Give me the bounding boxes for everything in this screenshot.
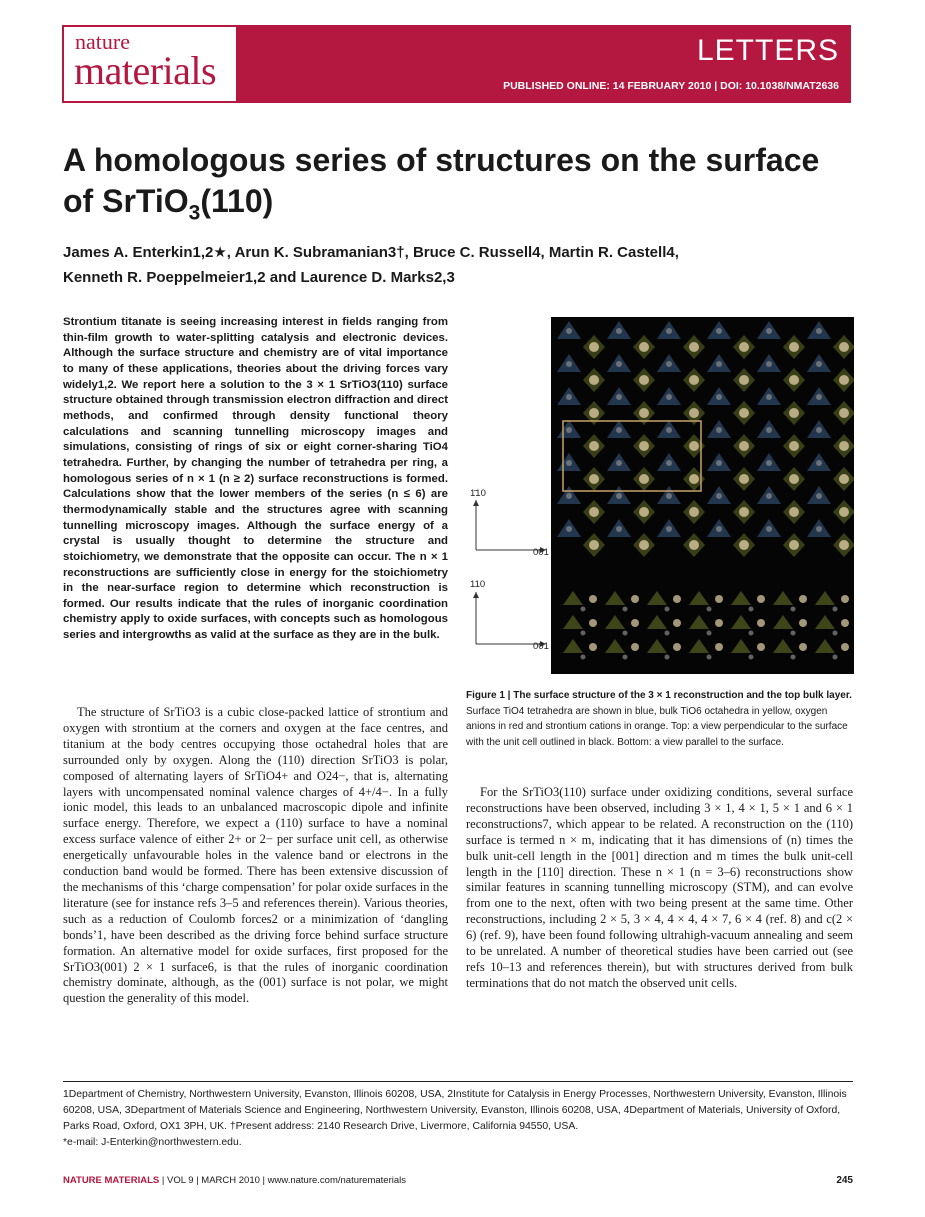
title-subscript: 3 [188, 201, 201, 225]
logo-materials-text: materials [74, 48, 217, 93]
strontium-atom [839, 474, 849, 484]
strontium-atom [789, 507, 799, 517]
side-strontium-atom [631, 643, 639, 651]
oxygen-atom [616, 493, 622, 499]
strontium-atom [639, 441, 649, 451]
oxygen-atom [816, 427, 822, 433]
oxygen-atom [766, 394, 772, 400]
side-oxygen-atom [791, 631, 796, 636]
author-line-1: James A. Enterkin1,2★, Arun K. Subramanian3†, Bruce C. Russell4, Martin R. Castell4, [63, 244, 679, 261]
side-strontium-atom [841, 595, 849, 603]
caption-body: Surface TiO4 tetrahedra are shown in blue, bulk TiO6 octahedra in yellow, oxygen anions in red and strontium cations in orange. Top: a view perpendicular to the surface with the unit cell outlined in black. Bottom: a view parallel to the surface. [466, 705, 848, 748]
side-oxygen-atom [791, 607, 796, 612]
side-polyhedron [815, 615, 835, 629]
page-number: 245 [836, 1175, 853, 1186]
strontium-atom [639, 540, 649, 550]
oxygen-atom [566, 526, 572, 532]
strontium-atom [589, 441, 599, 451]
side-polyhedron [689, 615, 709, 629]
side-polyhedron [689, 591, 709, 605]
side-polyhedron [605, 591, 625, 605]
side-polyhedron [773, 591, 793, 605]
author-list [63, 240, 853, 290]
oxygen-atom [766, 361, 772, 367]
figure-structure-image [551, 317, 854, 674]
figure-caption [466, 688, 854, 750]
side-oxygen-atom [707, 607, 712, 612]
side-strontium-atom [757, 595, 765, 603]
title-main: A homologous series of structures on the surface of SrTiO [63, 142, 820, 219]
strontium-atom [589, 408, 599, 418]
oxygen-atom [566, 493, 572, 499]
oxygen-atom [666, 427, 672, 433]
top-view-lattice [557, 321, 854, 557]
strontium-atom [689, 540, 699, 550]
title-end: (110) [200, 183, 274, 219]
footer-details: | VOL 9 | MARCH 2010 | www.nature.com/naturematerials [159, 1175, 406, 1186]
oxygen-atom [716, 460, 722, 466]
side-oxygen-atom [833, 607, 838, 612]
oxygen-atom [616, 394, 622, 400]
oxygen-atom [616, 526, 622, 532]
oxygen-atom [816, 526, 822, 532]
side-polyhedron [773, 615, 793, 629]
side-polyhedron [605, 615, 625, 629]
oxygen-atom [716, 493, 722, 499]
unit-cell-outline [563, 421, 701, 491]
oxygen-atom [816, 361, 822, 367]
strontium-atom [589, 507, 599, 517]
strontium-atom [739, 375, 749, 385]
side-polyhedron [731, 639, 751, 653]
oxygen-atom [766, 493, 772, 499]
author-line-2: Kenneth R. Poeppelmeier1,2 and Laurence D. Marks2,3 [63, 269, 455, 286]
side-strontium-atom [841, 643, 849, 651]
oxygen-atom [716, 427, 722, 433]
oxygen-atom [766, 427, 772, 433]
strontium-atom [789, 342, 799, 352]
side-polyhedron [815, 591, 835, 605]
strontium-atom [639, 342, 649, 352]
oxygen-atom [666, 460, 672, 466]
side-polyhedron [563, 591, 583, 605]
header-banner [238, 25, 851, 103]
journal-logo [62, 25, 238, 103]
side-strontium-atom [715, 643, 723, 651]
oxygen-atom [816, 328, 822, 334]
oxygen-atom [666, 328, 672, 334]
side-oxygen-atom [665, 655, 670, 660]
side-polyhedron [815, 639, 835, 653]
side-oxygen-atom [665, 631, 670, 636]
oxygen-atom [716, 328, 722, 334]
strontium-atom [639, 408, 649, 418]
oxygen-atom [616, 460, 622, 466]
axis-label-top-horizontal: 001 [533, 547, 549, 558]
side-oxygen-atom [833, 631, 838, 636]
strontium-atom [639, 507, 649, 517]
strontium-atom [589, 474, 599, 484]
section-label: LETTERS [696, 34, 839, 67]
side-oxygen-atom [581, 631, 586, 636]
strontium-atom [789, 375, 799, 385]
side-strontium-atom [841, 619, 849, 627]
oxygen-atom [616, 361, 622, 367]
publication-info: PUBLISHED ONLINE: 14 FEBRUARY 2010 | DOI: 10.1038/NMAT2636 [503, 80, 839, 92]
side-oxygen-atom [791, 655, 796, 660]
page-footer [63, 1175, 853, 1186]
oxygen-atom [566, 328, 572, 334]
strontium-atom [589, 342, 599, 352]
oxygen-atom [566, 427, 572, 433]
side-polyhedron [689, 639, 709, 653]
side-oxygen-atom [665, 607, 670, 612]
oxygen-atom [716, 394, 722, 400]
logo-nature-text: nature [75, 29, 130, 54]
side-strontium-atom [673, 619, 681, 627]
side-strontium-atom [715, 595, 723, 603]
side-strontium-atom [631, 595, 639, 603]
axis-label-top-vertical: 1̄10 [470, 488, 486, 499]
strontium-atom [689, 375, 699, 385]
corresponding-email: *e-mail: J-Enterkin@northwestern.edu. [63, 1137, 242, 1148]
side-view-lattice [563, 591, 849, 660]
side-oxygen-atom [707, 631, 712, 636]
strontium-atom [789, 474, 799, 484]
side-polyhedron [563, 615, 583, 629]
side-strontium-atom [589, 595, 597, 603]
oxygen-atom [816, 394, 822, 400]
strontium-atom [839, 375, 849, 385]
strontium-atom [739, 441, 749, 451]
strontium-atom [639, 375, 649, 385]
strontium-atom [689, 507, 699, 517]
side-polyhedron [647, 615, 667, 629]
oxygen-atom [716, 361, 722, 367]
side-polyhedron [647, 591, 667, 605]
strontium-atom [789, 540, 799, 550]
strontium-atom [789, 408, 799, 418]
oxygen-atom [716, 526, 722, 532]
side-oxygen-atom [581, 655, 586, 660]
strontium-atom [589, 540, 599, 550]
side-strontium-atom [799, 595, 807, 603]
strontium-atom [739, 342, 749, 352]
side-strontium-atom [673, 643, 681, 651]
oxygen-atom [816, 493, 822, 499]
oxygen-atom [566, 394, 572, 400]
strontium-atom [839, 507, 849, 517]
side-strontium-atom [799, 619, 807, 627]
oxygen-atom [666, 361, 672, 367]
side-strontium-atom [589, 643, 597, 651]
affiliations: 1Department of Chemistry, Northwestern University, Evanston, Illinois 60208, USA, 2Institute for Catalysis in Energy Processes, Northwestern University, Evanston, Illinois 60208, USA, 3Department of Materials Science and Engineering, Northwestern University, Evanston, Illinois 60208, USA, 4Department of Materials, University of Oxford, Parks Road, Oxford, OX1 3PH, UK. †Present address: 2140 Research Drive, Livermore, California 94550, USA. [63, 1089, 847, 1132]
side-oxygen-atom [581, 607, 586, 612]
strontium-atom [839, 441, 849, 451]
side-polyhedron [647, 639, 667, 653]
side-oxygen-atom [623, 631, 628, 636]
strontium-atom [689, 474, 699, 484]
strontium-atom [689, 342, 699, 352]
strontium-atom [839, 408, 849, 418]
side-oxygen-atom [833, 655, 838, 660]
axis-label-bottom-vertical: 110 [470, 579, 486, 590]
strontium-atom [789, 441, 799, 451]
strontium-atom [739, 408, 749, 418]
strontium-atom [589, 375, 599, 385]
oxygen-atom [666, 526, 672, 532]
side-oxygen-atom [707, 655, 712, 660]
body-text-right: For the SrTiO3(110) surface under oxidizing conditions, several surface reconstructions have been observed, including 3 × 1, 4 × 1, 5 × 1 and 6 × 1 reconstructions7, which appear to be related. A reconstruction on the (110) surface is termed n × m, indicating that it has dimensions of (n) times the bulk unit-cell length in the [001] direction and m times the bulk unit-cell length in the [110] direction. These n × 1 (n = 3–6) reconstructions show similar features in scanning tunnelling microscopy (STM), and can evolve from one to the next, often with two being present at the same time. Other reconstructions, including 2 × 5, 3 × 4, 4 × 4, 4 × 7, 6 × 4 (ref. 8) and c(2 × 6) (ref. 9), have been found following ultrahigh-vacuum annealing and seem to be unrelated. A number of theoretical studies have been carried out (see refs 10–13 and references therein), but with structures derived from bulk terminations that do not match the observed unit cells. [466, 785, 853, 990]
strontium-atom [739, 474, 749, 484]
oxygen-atom [666, 394, 672, 400]
oxygen-atom [616, 328, 622, 334]
axis-label-bottom-horizontal: 001 [533, 641, 549, 652]
side-strontium-atom [631, 619, 639, 627]
strontium-atom [839, 540, 849, 550]
side-strontium-atom [757, 619, 765, 627]
side-polyhedron [731, 591, 751, 605]
oxygen-atom [566, 361, 572, 367]
abstract: Strontium titanate is seeing increasing interest in fields ranging from thin-film growth to water-splitting catalysis and electronic devices. Although the surface structure and chemistry are of vital importance to many of these applications, theories about the driving forces vary widely1,2. We report here a solution to the 3 × 1 SrTiO3(110) surface structure obtained through transmission electron diffraction and direct methods, and confirmed through density functional theory calculations and scanning tunnelling microscopy images and simulations, consisting of rings of six or eight corner-sharing TiO4 tetrahedra. Further, by changing the number of tetrahedra per ring, a homologous series of n × 1 (n ≥ 2) surface reconstructions is formed. Calculations show that the lower members of the series (n ≤ 6) are thermodynamically stable and the structures agree with scanning tunnelling microscopy images. Although the surface energy of a crystal is usually thought to determine the structure and stoichiometry, we demonstrate that the opposite can occur. The n × 1 reconstructions are sufficiently close in energy for the stoichiometry in the near-surface region to determine which reconstruction is formed. Our results indicate that the rules of inorganic coordination chemistry apply to oxide surfaces, with concepts such as homologous series and intergrowths as valid at the surface as they are in the bulk. [63, 316, 448, 642]
strontium-atom [639, 474, 649, 484]
strontium-atom [739, 540, 749, 550]
side-polyhedron [605, 639, 625, 653]
side-strontium-atom [673, 595, 681, 603]
oxygen-atom [616, 427, 622, 433]
strontium-atom [689, 441, 699, 451]
strontium-atom [739, 507, 749, 517]
oxygen-atom [766, 328, 772, 334]
side-oxygen-atom [749, 607, 754, 612]
oxygen-atom [666, 493, 672, 499]
oxygen-atom [566, 460, 572, 466]
side-strontium-atom [799, 643, 807, 651]
strontium-atom [689, 408, 699, 418]
side-oxygen-atom [749, 655, 754, 660]
side-polyhedron [563, 639, 583, 653]
structure-render [551, 317, 854, 674]
caption-title: Figure 1 | The surface structure of the 3 × 1 reconstruction and the top bulk layer. [466, 690, 852, 701]
body-text-left: The structure of SrTiO3 is a cubic close-packed lattice of strontium and oxygen with strontium at the corners and oxygen at the face centres, and titanium at the body centres occupying those octahedral holes that are surrounded only by oxygen. Along the (110) direction SrTiO3 is polar, composed of alternating layers of SrTiO4+ and O24−, that is, alternating layers with uncompensated nominal valence charges of 4+/4−. In a fully ionic model, this leads to an unbalanced macroscopic dipole and infinite surface energy. Therefore, we expect a (110) surface to have a nominal excess surface valence of either 2+ or 2− per surface unit cell, as otherwise energetically unfavourable holes in the valence band or electrons in the conduction band would be formed. There has been extensive discussion of the mechanisms of this ‘charge compensation’ for polar oxide surfaces in the literature (see for instance refs 3–5 and references therein). Various theories, such as a reduction of Coulomb forces2 or a minimization of ‘dangling bonds’1, have been described as the driving force behind surface structure formation. An alternative model for oxide surfaces, first proposed for the SrTiO3(001) 2 × 1 surface6, is that the rules of inorganic coordination chemistry dominate, although, as the (001) surface is not polar, we might question the generality of this model. [63, 705, 448, 1006]
oxygen-atom [766, 460, 772, 466]
footnote-divider [63, 1081, 853, 1082]
footer-journal: NATURE MATERIALS [63, 1175, 160, 1186]
article-title [63, 140, 853, 233]
footnotes [63, 1087, 853, 1151]
oxygen-atom [766, 526, 772, 532]
oxygen-atom [816, 460, 822, 466]
side-strontium-atom [589, 619, 597, 627]
strontium-atom [839, 342, 849, 352]
side-strontium-atom [715, 619, 723, 627]
side-oxygen-atom [623, 655, 628, 660]
side-oxygen-atom [623, 607, 628, 612]
side-strontium-atom [757, 643, 765, 651]
side-polyhedron [731, 615, 751, 629]
side-oxygen-atom [749, 631, 754, 636]
side-polyhedron [773, 639, 793, 653]
